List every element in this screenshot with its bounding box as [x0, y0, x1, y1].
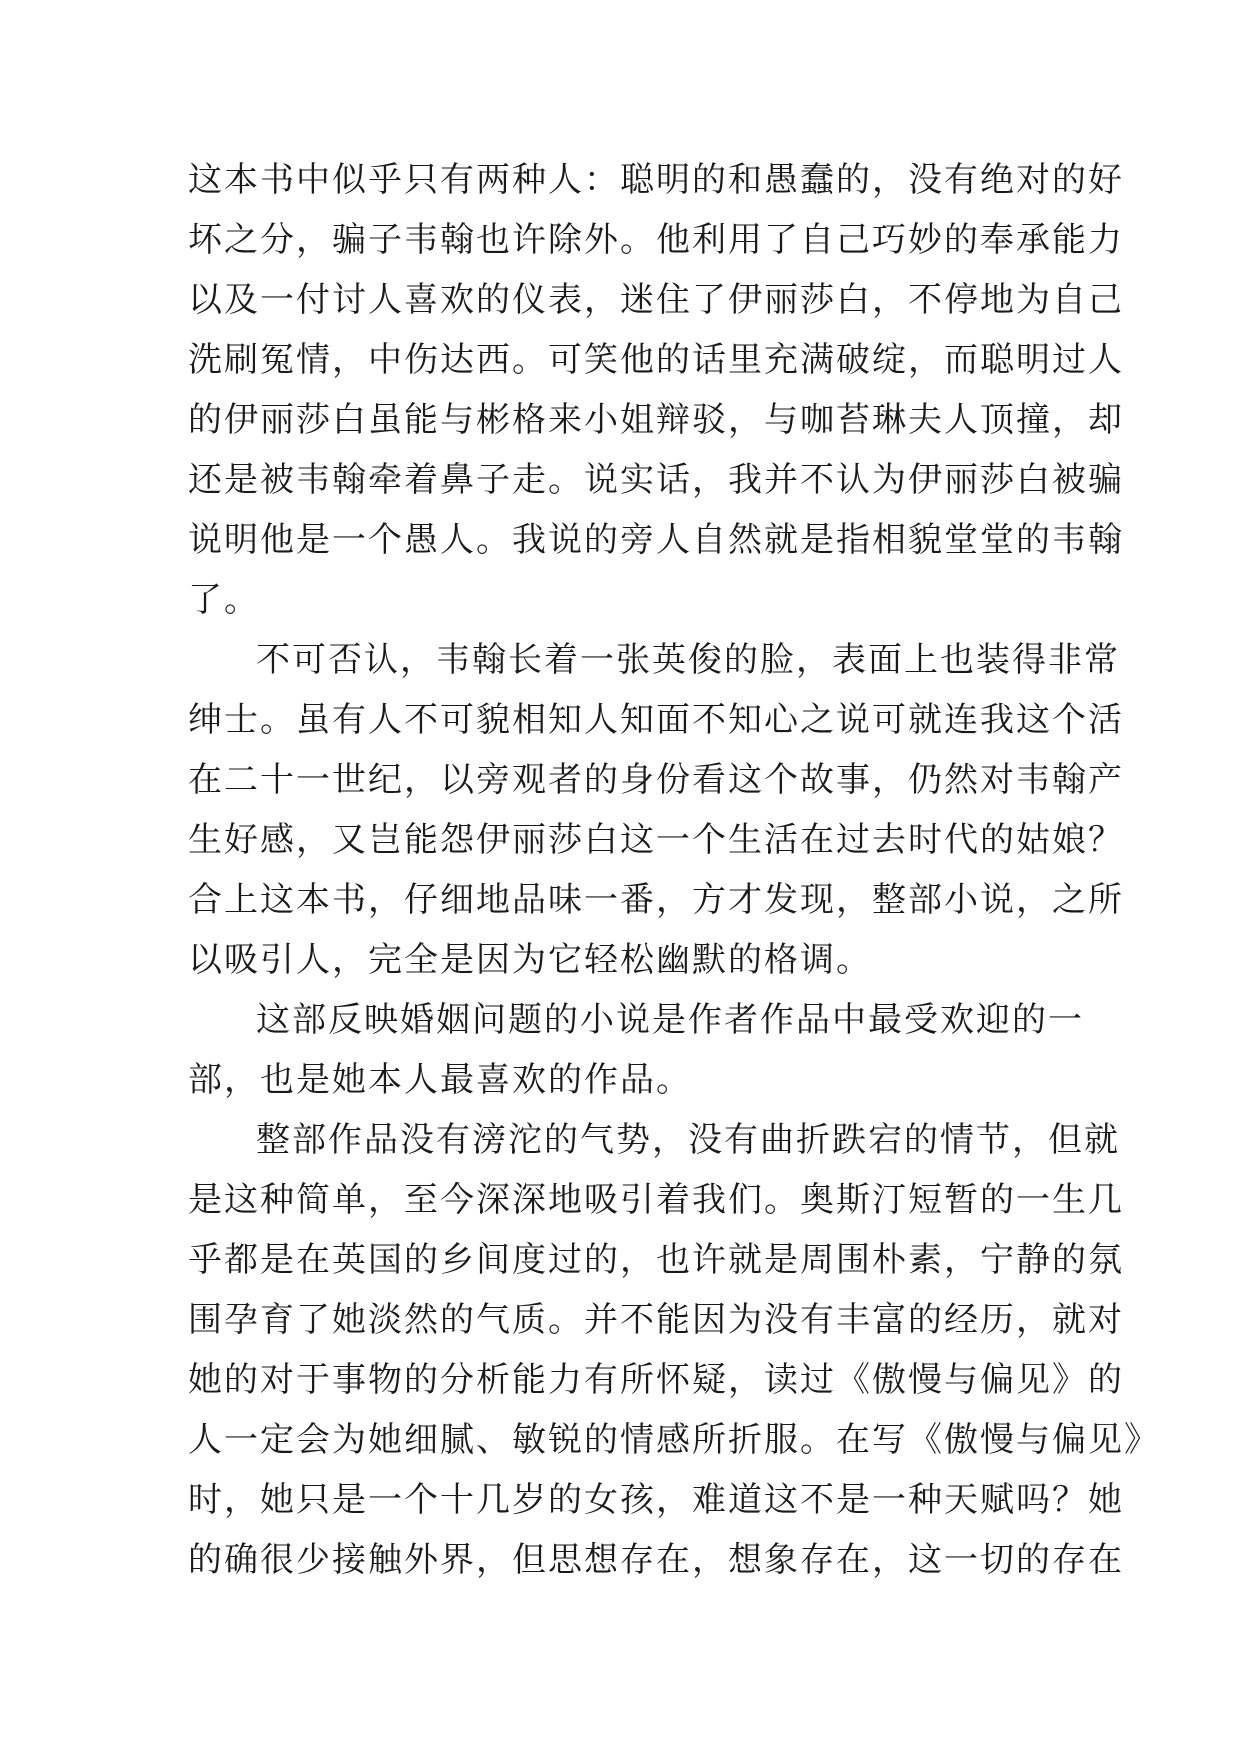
text-line: 这本书中似乎只有两种人：聪明的和愚蠢的，没有绝对的好 — [188, 160, 1124, 200]
text-line: 乎都是在英国的乡间度过的，也许就是周围朴素，宁静的氛 — [188, 1240, 1124, 1280]
document-body — [188, 150, 1160, 1590]
text-line: 以吸引人，完全是因为它轻松幽默的格调。 — [188, 940, 872, 980]
text-line: 部，也是她本人最喜欢的作品。 — [188, 1060, 692, 1100]
text-line: 还是被韦翰牵着鼻子走。说实话，我并不认为伊丽莎白被骗 — [188, 460, 1124, 500]
text-line: 生好感，又岂能怨伊丽莎白这一个生活在过去时代的姑娘？ — [188, 820, 1124, 860]
text-line: 整部作品没有滂沱的气势，没有曲折跌宕的情节，但就 — [256, 1120, 1120, 1160]
text-line: 时，她只是一个十几岁的女孩，难道这不是一种天赋吗？她 — [188, 1480, 1124, 1520]
text-line: 人一定会为她细腻、敏锐的情感所折服。在写《傲慢与偏见》 — [188, 1420, 1160, 1460]
text-line: 的确很少接触外界，但思想存在，想象存在，这一切的存在 — [188, 1540, 1124, 1580]
text-line: 她的对于事物的分析能力有所怀疑，读过《傲慢与偏见》的 — [188, 1360, 1124, 1400]
text-line: 洗刷冤情，中伤达西。可笑他的话里充满破绽，而聪明过人 — [188, 340, 1124, 380]
text-line: 坏之分，骗子韦翰也许除外。他利用了自己巧妙的奉承能力 — [188, 220, 1124, 260]
text-line: 说明他是一个愚人。我说的旁人自然就是指相貌堂堂的韦翰 — [188, 520, 1124, 560]
text-line: 了。 — [188, 580, 260, 620]
text-line: 绅士。虽有人不可貌相知人知面不知心之说可就连我这个活 — [188, 700, 1124, 740]
text-line: 合上这本书，仔细地品味一番，方才发现，整部小说，之所 — [188, 880, 1124, 920]
text-line: 的伊丽莎白虽能与彬格来小姐辩驳，与咖苔琳夫人顶撞，却 — [188, 400, 1124, 440]
text-line: 围孕育了她淡然的气质。并不能因为没有丰富的经历，就对 — [188, 1300, 1124, 1340]
text-line: 在二十一世纪，以旁观者的身份看这个故事，仍然对韦翰产 — [188, 760, 1124, 800]
text-line: 是这种简单，至今深深地吸引着我们。奥斯汀短暂的一生几 — [188, 1180, 1124, 1220]
text-line: 这部反映婚姻问题的小说是作者作品中最受欢迎的一 — [256, 1000, 1084, 1040]
text-line: 不可否认，韦翰长着一张英俊的脸，表面上也装得非常 — [256, 640, 1120, 680]
text-line: 以及一付讨人喜欢的仪表，迷住了伊丽莎白，不停地为自己 — [188, 280, 1124, 320]
